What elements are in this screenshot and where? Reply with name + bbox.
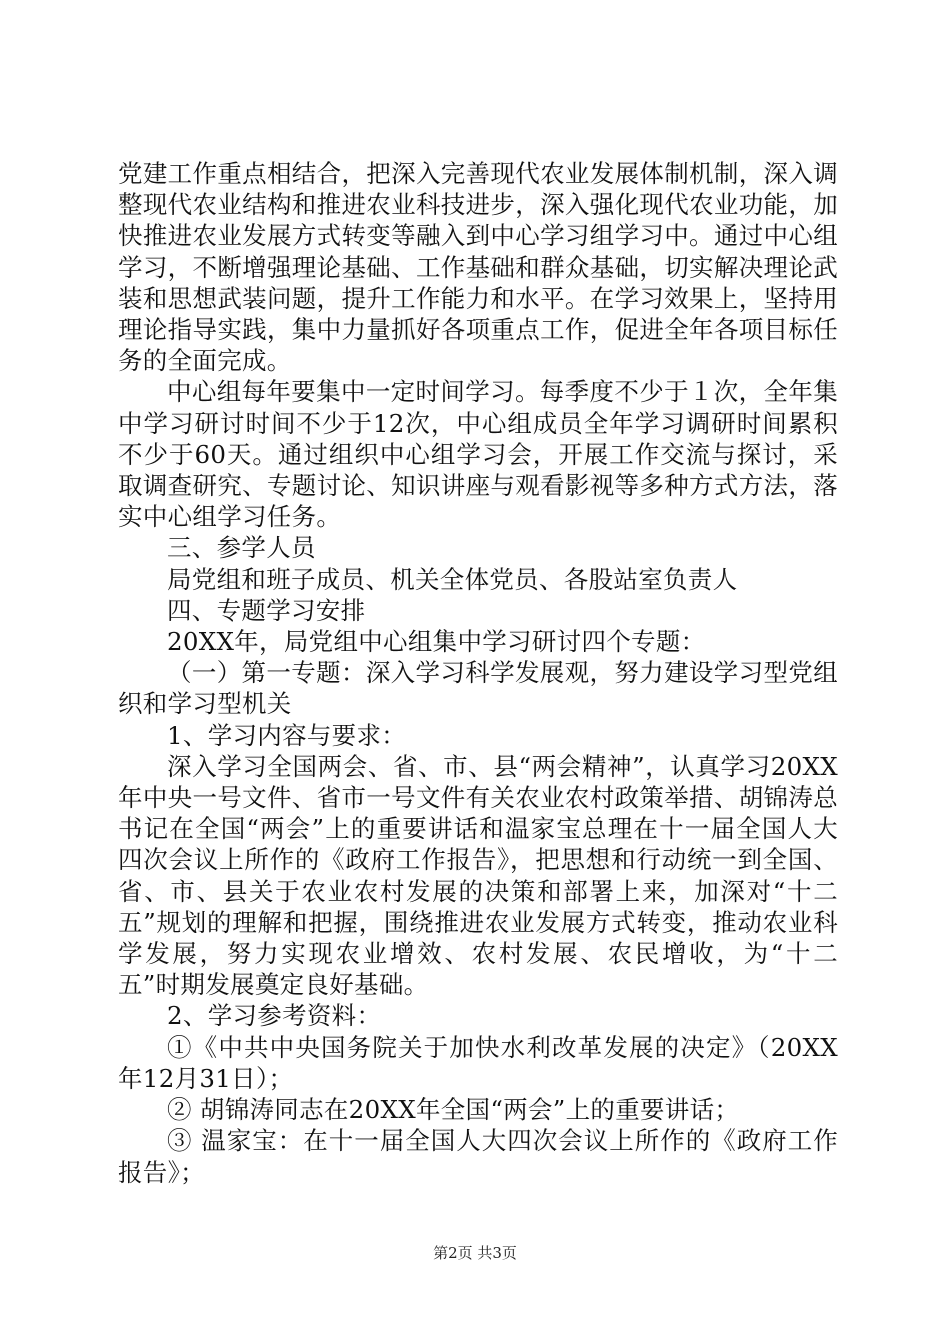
section-heading-topics: 四、专题学习安排	[167, 595, 366, 625]
reference-item-1: ①《中共中央国务院关于加快水利改革发展的决定》（20XX年12月31日）；	[118, 1032, 838, 1093]
reference-item-3: ③ 温家宝：在十一届全国人大四次会议上所作的《政府工作报告》；	[118, 1126, 838, 1187]
subheading-topic-one: （一）第一专题：深入学习科学发展观，努力建设学习型党组织和学习型机关	[118, 658, 838, 719]
item-heading-content: 1、学习内容与要求：	[167, 720, 407, 750]
paragraph-study-schedule: 中心组每年要集中一定时间学习。每季度不少于１次，全年集中学习研讨时间不少于12次，中心组成员全年学习调研时间累积不少于60天。通过组织中心组学习会，开展工作交流与探讨，采取调查研究、专题讨论、知识讲座与观看影视等多种方式方法，落实中心组学习任务。	[118, 377, 838, 532]
paragraph-topics-intro: 20XX年，局党组中心组集中学习研讨四个专题：	[167, 627, 706, 657]
document-body	[118, 158, 838, 1188]
paragraph-continuation: 党建工作重点相结合，把深入完善现代农业发展体制机制，深入调整现代农业结构和推进农业科技进步，深入强化现代农业功能，加快推进农业发展方式转变等融入到中心学习组学习中。通过中心组学习，不断增强理论基础、工作基础和群众基础，切实解决理论武装和思想武装问题，提升工作能力和水平。在学习效果上，坚持用理论指导实践，集中力量抓好各项重点工作，促进全年各项目标任务的全面完成。	[118, 159, 838, 376]
page-footer: 第2页 共3页	[433, 1244, 517, 1262]
section-heading-participants: 三、参学人员	[167, 533, 316, 563]
item-heading-references: 2、学习参考资料：	[167, 1001, 382, 1031]
paragraph-content-requirements: 深入学习全国两会、省、市、县“两会精神”，认真学习20XX年中央一号文件、省市一号文件有关农业农村政策举措、胡锦涛总书记在全国“两会”上的重要讲话和温家宝总理在十一届全国人大四次会议上所作的《政府工作报告》，把思想和行动统一到全国、省、市、县关于农业农村发展的决策和部署上来，加深对“十二五”规划的理解和把握，围绕推进农业发展方式转变，推动农业科学发展，努力实现农业增效、农村发展、农民增收，为“十二五”时期发展奠定良好基础。	[118, 751, 839, 1000]
reference-item-2: ② 胡锦涛同志在20XX年全国“两会”上的重要讲话；	[167, 1095, 740, 1125]
paragraph-participants: 局党组和班子成员、机关全体党员、各股站室负责人	[167, 564, 738, 594]
